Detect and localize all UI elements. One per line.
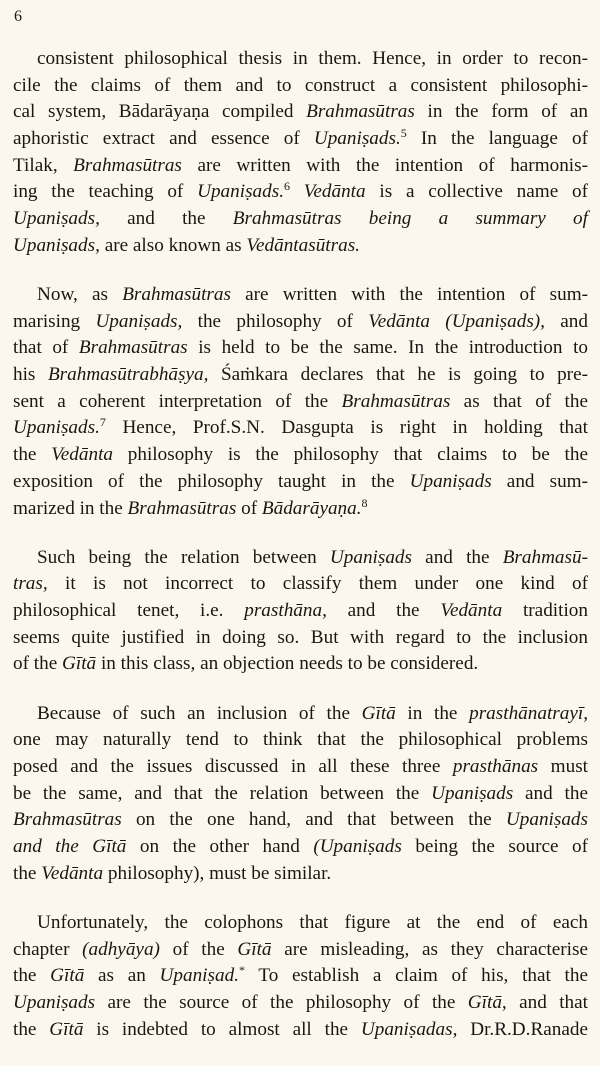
text-line: [13, 571, 588, 598]
text-line: [13, 781, 588, 808]
text-run: on the one hand, and that between the: [121, 809, 506, 831]
italic-term: Brahmasūtras: [13, 809, 122, 831]
text-run: must: [538, 756, 588, 777]
text-line: [13, 442, 588, 469]
text-run: in this class, an objection needs to be considered.: [96, 653, 479, 675]
italic-term: Upaniṣadas,: [360, 1018, 458, 1040]
text-line: [13, 990, 588, 1017]
italic-term: Upaniṣads: [431, 782, 514, 804]
italic-term: Upaniṣads: [13, 992, 96, 1013]
text-run: is a collective name of: [365, 181, 589, 203]
text-run: Such being the relation between: [37, 546, 330, 568]
text-run: [290, 181, 304, 202]
text-run: the: [13, 965, 51, 987]
text-line: [13, 73, 588, 100]
text-line: [13, 206, 588, 233]
italic-term: Upaniṣads.: [197, 181, 284, 203]
italic-term: Vedānta: [303, 181, 366, 203]
text-line: [13, 625, 588, 652]
text-line: [13, 496, 588, 523]
italic-term: Vedānta: [440, 600, 503, 622]
text-run: the philosophy of: [182, 310, 369, 332]
italic-term: Upaniṣad.: [159, 965, 239, 987]
footnote-marker: 6: [284, 179, 290, 194]
text-run: is indebted to almost all the: [83, 1018, 361, 1040]
footnote-marker: *: [238, 963, 245, 978]
italic-term: prasthānatrayī,: [469, 702, 588, 724]
text-run: sent a coherent interpretation of the: [13, 390, 342, 412]
text-run: Hence, Prof.S.N. Dasgupta is right in holding that: [105, 417, 588, 439]
paragraph: [13, 701, 588, 888]
italic-term: Brahmasūtras: [341, 390, 451, 412]
italic-term: Upaniṣads.: [313, 128, 401, 150]
italic-term: Gītā: [237, 938, 272, 960]
italic-term: Upaniṣads: [329, 546, 412, 568]
text-run: marized in the: [13, 497, 128, 519]
text-line: [13, 701, 588, 728]
text-run: on the other hand: [126, 836, 314, 858]
italic-term: Upaniṣads: [505, 809, 588, 831]
text-line: [13, 389, 588, 416]
text-run: and that: [506, 992, 588, 1013]
text-line: [13, 861, 588, 888]
text-line: [13, 46, 588, 73]
text-run: philosophical tenet, i.e.: [13, 600, 245, 622]
text-run: philosophy), must be similar.: [103, 862, 332, 884]
italic-term: Gītā: [62, 653, 97, 675]
text-line: [13, 963, 588, 990]
text-run: posed and the issues discussed in all these three: [13, 756, 453, 777]
footnote-marker: 5: [400, 126, 407, 141]
text-run: and sum-: [491, 470, 588, 492]
text-line: [13, 335, 588, 362]
text-line: [13, 469, 588, 496]
footnote-marker: 7: [99, 415, 106, 430]
text-line: [13, 99, 588, 126]
text-run: being the source of: [401, 836, 588, 858]
text-run: as that of the: [450, 390, 588, 412]
text-line: [13, 153, 588, 180]
text-run: in the: [395, 702, 470, 724]
text-run: exposition of the philosophy taught in the: [13, 470, 410, 492]
text-line: [13, 754, 588, 781]
italic-term: Brahmasū-: [502, 546, 588, 568]
text-run: of: [236, 497, 262, 519]
text-run: chapter: [13, 938, 83, 960]
text-line: [13, 233, 588, 260]
italic-term: Upaniṣads,: [13, 208, 100, 230]
italic-term: Upaniṣads: [409, 470, 492, 492]
text-line: [13, 937, 588, 964]
text-line: [13, 651, 588, 678]
text-run: and the: [412, 546, 503, 568]
italic-term: Vedānta (Upaniṣads),: [368, 310, 545, 332]
italic-term: Upaniṣads.: [13, 417, 100, 439]
text-run: are the source of the philosophy of the: [95, 992, 468, 1013]
italic-term: Vedānta: [41, 862, 104, 884]
text-run: Dr.R.D.Ranade: [457, 1018, 588, 1040]
italic-term: Bādarāyaṇa.: [261, 497, 362, 519]
paragraph: [13, 46, 588, 260]
text-run: consistent philosophical thesis in them. Hence, in order to recon-: [37, 48, 588, 69]
text-line: [13, 545, 588, 572]
text-run: the: [13, 862, 42, 884]
text-run: cal system, Bādarāyaṇa compiled: [13, 101, 307, 123]
italic-term: Brahmasūtras: [78, 337, 188, 359]
text-line: [13, 126, 588, 153]
text-line: [13, 834, 588, 861]
text-run: Tilak,: [13, 154, 74, 176]
italic-term: Brahmasūtras being a summary of: [232, 208, 588, 230]
italic-term: (Upaniṣads: [313, 836, 402, 858]
text-run: the: [13, 444, 52, 466]
text-line: [13, 1017, 588, 1044]
text-run: ing the teaching of: [13, 181, 198, 203]
paragraph: [13, 910, 588, 1043]
italic-term: Brahmasūtras: [306, 101, 415, 123]
text-run: Unfortunately, the colophons that figure at the end of each: [37, 911, 588, 933]
text-run: of the: [13, 653, 63, 675]
text-run: and the: [99, 208, 233, 230]
text-run: the: [13, 1018, 50, 1040]
italic-term: Vedāntasūtras.: [246, 234, 360, 256]
text-run: in the form of an: [414, 101, 588, 123]
page-number: 6: [14, 8, 22, 25]
footnote-marker: 8: [361, 495, 368, 510]
text-run: aphoristic extract and essence of: [13, 128, 314, 150]
italic-term: Upaniṣads,: [13, 234, 100, 256]
paragraph: [13, 545, 588, 678]
italic-term: Brahmasūtras: [127, 497, 237, 519]
text-line: [13, 282, 588, 309]
text-run: seems quite justified in doing so. But with regard to the inclusion: [13, 626, 588, 648]
text-run: it is not incorrect to classify them under one kind of: [47, 573, 588, 595]
text-run: cile the claims of them and to construct a consistent philosophi-: [13, 74, 588, 96]
italic-term: prasthānas: [452, 756, 539, 777]
italic-term: and the Gītā: [13, 836, 127, 858]
italic-term: Gītā: [49, 1018, 84, 1040]
text-run: To establish a claim of his, that the: [244, 965, 589, 987]
text-line: [13, 910, 588, 937]
text-line: [13, 727, 588, 754]
text-run: as an: [84, 965, 160, 987]
italic-term: Gītā,: [467, 992, 507, 1013]
text-line: [13, 362, 588, 389]
text-line: [13, 415, 588, 442]
text-run: philosophy is the philosophy that claims to be the: [113, 444, 588, 466]
italic-term: prasthāna,: [244, 600, 327, 622]
text-run: marising: [13, 310, 96, 332]
text-run: are written with the intention of sum-: [230, 284, 589, 305]
text-run: In the language of: [406, 128, 588, 150]
text-run: and: [544, 310, 588, 332]
text-run: one may naturally tend to think that the philosophical problems: [13, 729, 588, 751]
text-run: of the: [159, 938, 238, 960]
text-run: tradition: [502, 600, 588, 622]
body-text: [13, 46, 588, 1066]
text-run: and the: [513, 782, 588, 804]
text-line: [13, 179, 588, 206]
italic-term: Brahmasūtras: [122, 284, 231, 305]
paragraph: [13, 282, 588, 522]
text-run: be the same, and that the relation between the: [13, 782, 432, 804]
italic-term: (adhyāya): [82, 938, 160, 960]
italic-term: Gītā: [361, 702, 396, 724]
text-run: are also known as: [99, 234, 247, 256]
text-run: that of: [13, 337, 79, 359]
text-line: [13, 309, 588, 336]
text-run: are written with the intention of harmonis-: [181, 154, 588, 176]
italic-term: Brahmasūtrabhāṣya,: [47, 364, 209, 386]
text-run: is held to be the same. In the introduction to: [187, 337, 588, 359]
text-run: Now, as: [37, 284, 123, 305]
italic-term: Gītā: [50, 965, 85, 987]
text-run: Because of such an inclusion of the: [37, 702, 362, 724]
text-run: are misleading, as they characterise: [271, 938, 588, 960]
italic-term: Vedānta: [51, 444, 114, 466]
text-run: Śaṁkara declares that he is going to pre-: [208, 364, 588, 386]
text-line: [13, 807, 588, 834]
text-run: and the: [326, 600, 441, 622]
text-run: his: [13, 364, 48, 386]
italic-term: tras,: [13, 573, 48, 595]
italic-term: Upaniṣads,: [95, 310, 183, 332]
italic-term: Brahmasūtras: [73, 154, 182, 176]
text-line: [13, 598, 588, 625]
